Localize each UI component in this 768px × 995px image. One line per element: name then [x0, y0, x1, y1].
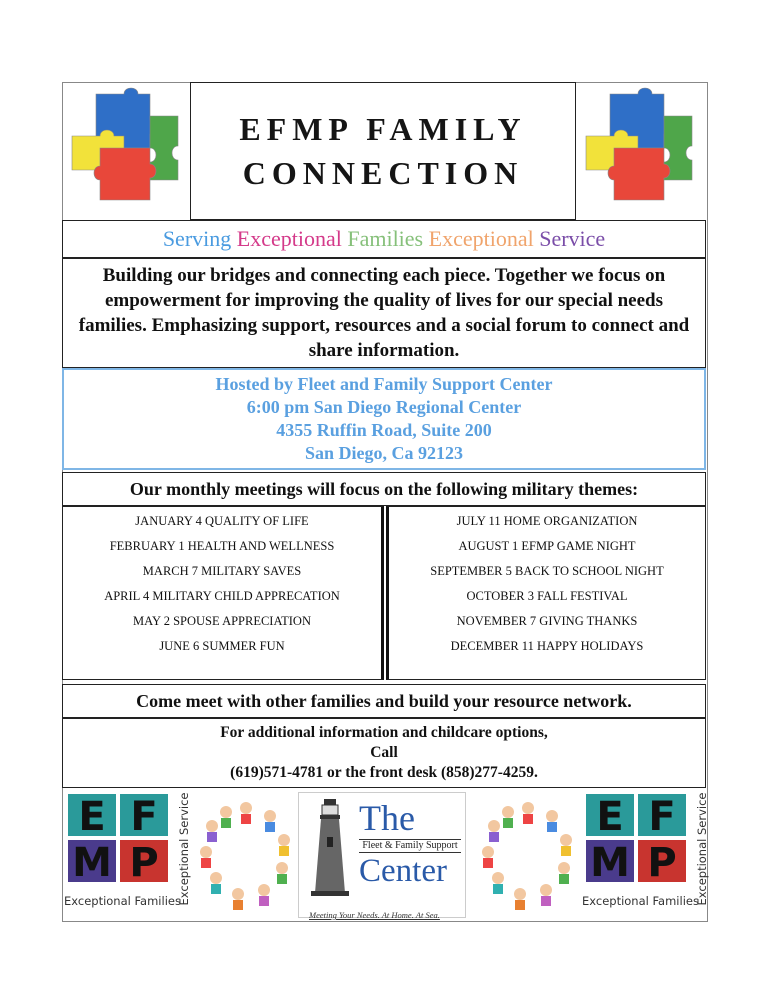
efmp-side-label: Exceptional Service	[177, 792, 191, 906]
lighthouse-icon	[307, 797, 353, 897]
theme-item: FEBRUARY 1 HEALTH AND WELLNESS	[109, 539, 335, 553]
meet-banner: Come meet with other families and build your resource network.	[62, 684, 706, 718]
logo-fleet: Fleet & Family Support	[359, 839, 461, 853]
svg-text:M: M	[590, 840, 630, 884]
themes-heading: Our monthly meetings will focus on the following military themes:	[62, 472, 706, 506]
tagline	[62, 220, 706, 258]
svg-text:P: P	[647, 840, 677, 884]
svg-text:E: E	[78, 794, 106, 840]
hosted-line: 6:00 pm San Diego Regional Center	[246, 397, 522, 417]
theme-item: APRIL 4 MILITARY CHILD APPRECATION	[104, 589, 340, 603]
efmp-side-label: Exceptional Service	[695, 792, 709, 906]
hosted-line: Hosted by Fleet and Family Support Center	[215, 374, 553, 394]
efmp-foot-label: Exceptional Families	[582, 894, 699, 908]
children-circle-icon	[194, 792, 298, 916]
hosted-info	[62, 368, 706, 470]
tagline-word: Exceptional	[236, 226, 342, 251]
puzzle-pieces-icon	[66, 86, 188, 206]
efmp-logo	[582, 790, 712, 918]
title-line-1: EFMP FAMILY	[239, 111, 527, 147]
tagline-word: Service	[539, 226, 606, 251]
theme-item: NOVEMBER 7 GIVING THANKS	[456, 614, 638, 628]
contact-line: Call	[370, 744, 398, 761]
mission-statement: Building our bridges and connecting each piece. Together we focus on empowerment for improving the quality of lives for our special needs families. Emphasizing support, resources and a social forum to connect and share information.	[62, 258, 706, 368]
contact-line: For additional information and childcare options,	[220, 724, 548, 741]
hosted-line: San Diego, Ca 92123	[304, 443, 463, 463]
svg-text:F: F	[648, 794, 676, 840]
tagline-word: Serving	[162, 226, 232, 251]
page-title	[190, 82, 576, 220]
themes-left-column	[62, 506, 384, 680]
theme-item: MAY 2 SPOUSE APPRECIATION	[133, 614, 311, 628]
theme-item: JUNE 6 SUMMER FUN	[159, 639, 285, 653]
svg-text:M: M	[72, 840, 112, 884]
efmp-letters-icon	[66, 792, 170, 884]
svg-text:E: E	[596, 794, 624, 840]
tagline-word: Exceptional	[428, 226, 534, 251]
logo-the: The	[359, 798, 415, 838]
fleet-family-center-logo	[298, 792, 466, 918]
svg-text:F: F	[130, 794, 158, 840]
theme-item: AUGUST 1 EFMP GAME NIGHT	[458, 539, 636, 553]
hosted-line: 4355 Ruffin Road, Suite 200	[276, 420, 492, 440]
theme-item: OCTOBER 3 FALL FESTIVAL	[466, 589, 628, 603]
puzzle-pieces-icon	[580, 86, 702, 206]
logo-motto: Meeting Your Needs. At Home. At Sea.	[309, 910, 440, 920]
theme-item: JANUARY 4 QUALITY OF LIFE	[135, 514, 309, 528]
themes-right-column	[386, 506, 706, 680]
theme-item: SEPTEMBER 5 BACK TO SCHOOL NIGHT	[430, 564, 664, 578]
contact-info	[62, 718, 706, 788]
efmp-letters-icon	[584, 792, 688, 884]
title-line-2: CONNECTION	[242, 155, 524, 191]
contact-phone: (619)571-4781 or the front desk (858)277-4259.	[230, 764, 538, 781]
efmp-logo	[64, 790, 194, 918]
theme-item: MARCH 7 MILITARY SAVES	[142, 564, 302, 578]
theme-item: JULY 11 HOME ORGANIZATION	[456, 514, 638, 528]
logo-center: Center	[359, 853, 447, 889]
efmp-foot-label: Exceptional Families	[64, 894, 181, 908]
svg-text:P: P	[129, 840, 159, 884]
theme-item: DECEMBER 11 HAPPY HOLIDAYS	[450, 639, 644, 653]
children-circle-icon	[476, 792, 580, 916]
tagline-word: Families	[347, 226, 424, 251]
